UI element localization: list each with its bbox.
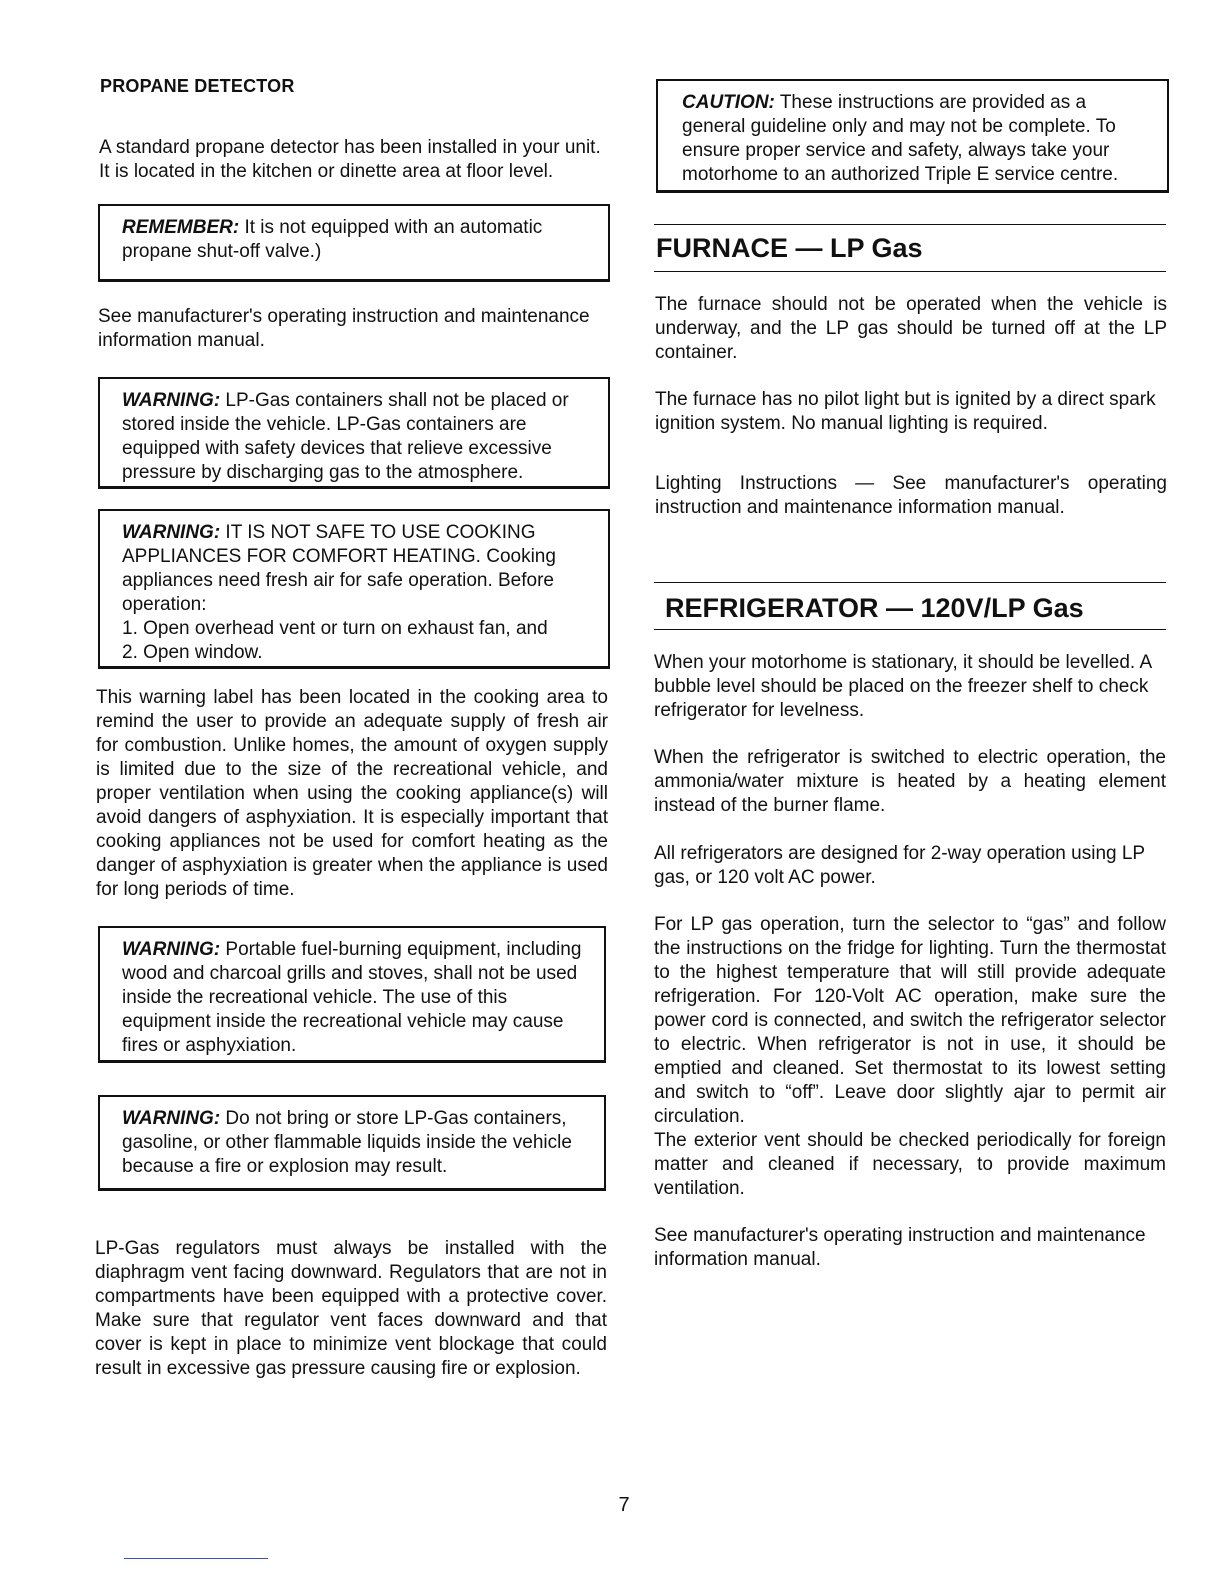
warning-step-1: 1. Open overhead vent or turn on exhaust fan, and [122,618,548,639]
regulators-paragraph: LP-Gas regulators must always be installed with the diaphragm vent facing downward. Regulators that are not in compartments have been equipped with a protective cover. Make sure that regulator vent faces downward and that cover is kept in place to minimize vent blockage that could result in excessive gas pressure causing fire or explosion. [95,1238,607,1379]
warning-label: WARNING: [122,390,221,411]
caution-text: These instructions are provided as a general guideline only and may not be complete. To ensure proper service and safety, always take your motorhome to an authorized Triple E service centre. [682,92,1119,185]
warning-text: Do not bring or store LP-Gas containers, gasoline, or other flammable liquids inside the vehicle because a fire or explosion may result. [122,1108,572,1177]
see-manual-paragraph-left: See manufacturer's operating instruction and maintenance information manual. [98,306,590,351]
warning-box-cooking-appliances [98,509,610,669]
furnace-paragraph-2: The furnace has no pilot light but is ignited by a direct spark ignition system. No manual lighting is required. [655,389,1156,434]
refrigerator-paragraph-5: The exterior vent should be checked periodically for foreign matter and cleaned if necessary, to provide maximum ventilation. [654,1130,1166,1199]
warning-text: IT IS NOT SAFE TO USE COOKING APPLIANCES FOR COMFORT HEATING. Cooking appliances need fresh air for safe operation. Before operation: [122,522,556,615]
refrigerator-paragraph-3: All refrigerators are designed for 2-way operation using LP gas, or 120 volt AC power. [654,843,1145,888]
page-number: 7 [618,1494,630,1516]
refrigerator-paragraph-1: When your motorhome is stationary, it should be levelled. A bubble level should be placed on the freezer shelf to check refrigerator for levelness. [654,652,1152,721]
warning-label: WARNING: [122,522,221,543]
remember-box [98,204,610,282]
furnace-paragraph-1: The furnace should not be operated when the vehicle is underway, and the LP gas should be turned off at the LP container. [655,294,1167,363]
furnace-heading: FURNACE — LP Gas [654,224,1166,272]
warning-box-lp-containers [98,377,610,489]
warning-label: WARNING: [122,939,221,960]
footer-rule [124,1558,268,1559]
warning-text: LP-Gas containers shall not be placed or stored inside the vehicle. LP-Gas containers are equipped with safety devices that relieve excessive pressure by discharging gas to the atmosphere. [122,390,569,483]
see-manual-paragraph-right: See manufacturer's operating instruction and maintenance information manual. [654,1225,1146,1270]
warning-label: WARNING: [122,1108,221,1129]
caution-label: CAUTION: [682,92,775,113]
warning-box-portable-equipment [98,926,606,1063]
remember-text: It is not equipped with an automatic propane shut-off valve.) [122,217,543,262]
refrigerator-heading: REFRIGERATOR — 120V/LP Gas [654,582,1166,630]
warning-box-flammable-liquids [98,1095,606,1191]
remember-label: REMEMBER: [122,217,240,238]
warning-step-2: 2. Open window. [122,642,263,663]
warning-label-paragraph: This warning label has been located in the cooking area to remind the user to provide an adequate supply of fresh air for combustion. Unlike homes, the amount of oxygen supply is limited due to the size of the recreational vehicle, and proper ventilation when using the cooking appliance(s) will avoid dangers of asphyxiation. It is especially important that cooking appliances not be used for comfort heating as the danger of asphyxiation is greater when the appliance is used for long periods of time. [96,687,608,900]
propane-intro-paragraph: A standard propane detector has been installed in your unit. It is located in the kitchen or dinette area at floor level. [99,137,601,182]
caution-box [656,79,1169,193]
section-title-propane-detector: PROPANE DETECTOR [100,76,295,96]
furnace-paragraph-3: Lighting Instructions — See manufacturer's operating instruction and maintenance information manual. [655,473,1167,518]
warning-text: Portable fuel-burning equipment, including wood and charcoal grills and stoves, shall not be used inside the recreational vehicle. The use of this equipment inside the recreational vehicle may cause fires or asphyxiation. [122,939,582,1056]
refrigerator-paragraph-4: For LP gas operation, turn the selector to “gas” and follow the instructions on the fridge for lighting. Turn the thermostat to the highest temperature that will still provide adequate refrigeration. For 120-Volt AC operation, make sure the power cord is connected, and switch the refrigerator selector to electric. When refrigerator is not in use, it should be emptied and cleaned. Set thermostat to its lowest setting and switch to “off”. Leave door slightly ajar to permit air circulation. [654,914,1166,1127]
refrigerator-paragraph-2: When the refrigerator is switched to electric operation, the ammonia/water mixture is heated by a heating element instead of the burner flame. [654,747,1166,816]
